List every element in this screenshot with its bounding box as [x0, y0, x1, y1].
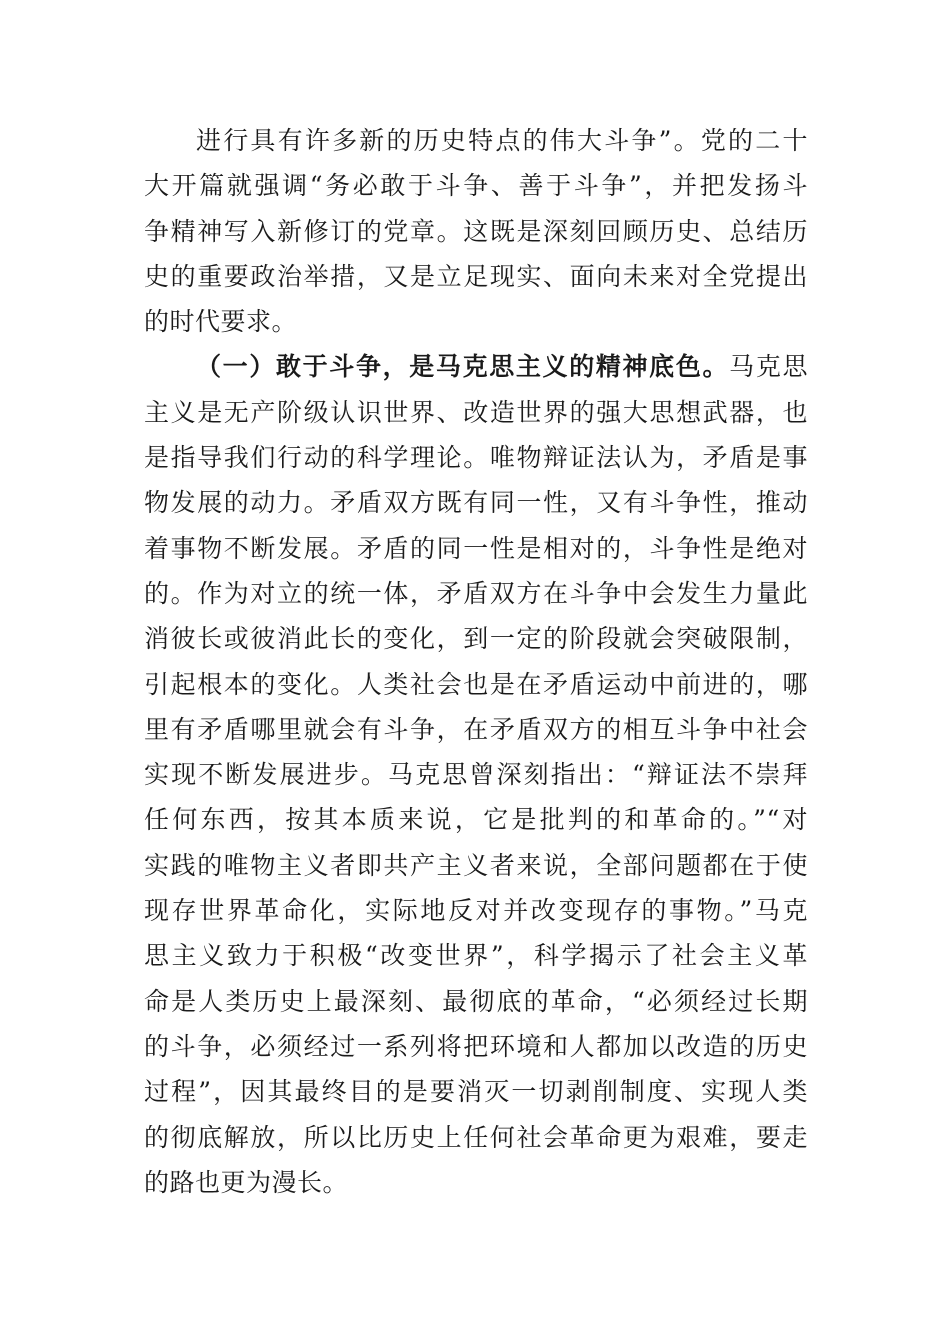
paragraph-1-line-3: 争精神写入新修订的党章。这既是深刻回顾历史、总结历 [144, 216, 808, 246]
paragraph-2-line-17: 过程”，因其最终目的是要消灭一切剥削制度、实现人类 [144, 1077, 808, 1107]
paragraph-1-line-1: 进行具有许多新的历史特点的伟大斗争”。党的二十 [196, 126, 808, 155]
paragraph-2-first-line-rest: 马克思 [729, 352, 808, 382]
paragraph-2-line-9: 里有矛盾哪里就会有斗争，在矛盾双方的相互斗争中社会 [144, 714, 808, 744]
paragraph-2-line-10: 实现不断发展进步。马克思曾深刻指出：“辩证法不崇拜 [144, 760, 808, 790]
paragraph-2-line-11: 任何东西，按其本质来说，它是批判的和革命的。”“对 [144, 805, 808, 835]
paragraph-2-line-14: 思主义致力于积极“改变世界”，科学揭示了社会主义革 [144, 941, 808, 971]
paragraph-1-line-4: 史的重要政治举措，又是立足现实、面向未来对全党提出 [144, 261, 808, 291]
paragraph-2-line-6: 的。作为对立的统一体，矛盾双方在斗争中会发生力量此 [144, 578, 808, 608]
paragraph-2-line-3: 是指导我们行动的科学理论。唯物辩证法认为，矛盾是事 [144, 443, 808, 473]
paragraph-2-first-line [144, 344, 808, 389]
paragraph-2-line-13: 现存世界革命化，实际地反对并改变现存的事物。”马克 [144, 896, 808, 926]
paragraph-2-line-7: 消彼长或彼消此长的变化，到一定的阶段就会突破限制， [144, 624, 808, 654]
paragraph-1-line-2: 大开篇就强调“务必敢于斗争、善于斗争”，并把发扬斗 [144, 171, 808, 201]
paragraph-2-line-5: 着事物不断发展。矛盾的同一性是相对的，斗争性是绝对 [144, 533, 808, 563]
paragraph-2-line-19: 的路也更为漫长。 [144, 1167, 349, 1197]
paragraph-1-line-5: 的时代要求。 [144, 307, 298, 337]
paragraph-2-line-18: 的彻底解放，所以比历史上任何社会革命更为艰难，要走 [144, 1122, 808, 1152]
section-heading: （一）敢于斗争，是马克思主义的精神底色。 [196, 352, 730, 382]
paragraph-2-line-15: 命是人类历史上最深刻、最彻底的革命，“必须经过长期 [144, 986, 808, 1016]
paragraph-2-line-8: 引起根本的变化。人类社会也是在矛盾运动中前进的，哪 [144, 669, 808, 699]
paragraph-2-line-16: 的斗争，必须经过一系列将把环境和人都加以改造的历史 [144, 1031, 808, 1061]
paragraph-2-line-12: 实践的唯物主义者即共产主义者来说，全部问题都在于使 [144, 850, 808, 880]
paragraph-2-line-4: 物发展的动力。矛盾双方既有同一性，又有斗争性，推动 [144, 488, 808, 518]
body-text [144, 118, 808, 1205]
paragraph-2-line-2: 主义是无产阶级认识世界、改造世界的强大思想武器，也 [144, 397, 808, 427]
